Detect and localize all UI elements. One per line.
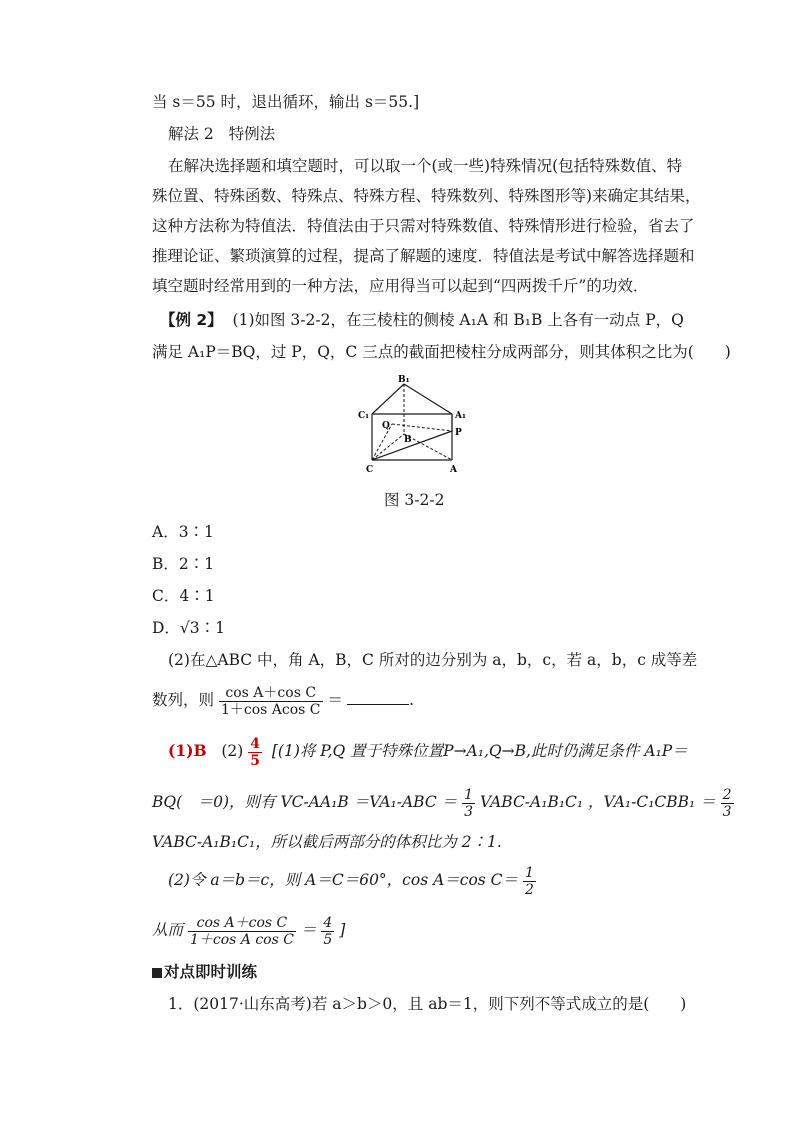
example-tag: 【例 2】 (160, 311, 223, 329)
training-heading-text: 对点即时训练 (164, 963, 258, 981)
intro-line: 殊位置、特殊函数、特殊点、特殊方程、特殊数列、特殊图形等)来确定其结果， (152, 187, 701, 205)
intro-line: 推理论证、繁琐演算的过程，提高了解题的速度．特值法是考试中解答选择题和 (152, 247, 695, 265)
method-heading (168, 124, 275, 144)
method-label: 解法 2 (168, 125, 214, 143)
solution-line5-mid: ＝ (300, 921, 317, 939)
solution-line2 (152, 784, 734, 820)
solution-line5-prefix: 从而 (152, 921, 184, 939)
solution-line2-a: BQ( ＝0)，则有 VC-AA₁B ＝VA₁-ABC ＝ (152, 793, 458, 811)
answer-blank (347, 692, 409, 705)
solution-line2-b: VABC-A₁B₁C₁ ，VA₁-C₁CBB₁ ＝ (479, 793, 716, 811)
option-b: B．2∶1 (152, 555, 215, 573)
solution-line4-text: (2)令 a＝b＝c，则 A＝C＝60°，cos A＝cos C＝ (168, 871, 519, 889)
solution-fraction-2-num: 2 (722, 786, 732, 803)
solution-fraction-5-num: 4 (323, 914, 333, 931)
solution-fraction-3-num: 1 (524, 864, 534, 881)
label-c: C (366, 465, 374, 475)
solution-fraction-5 (321, 915, 334, 948)
intro-line: 在解决选择题和填空题时，可以取一个(或一些)特殊情况(包括特殊数值、特 (168, 157, 683, 175)
label-p: P (455, 428, 462, 438)
square-bullet-icon (152, 968, 162, 978)
q2-prefix: 数列，则 (152, 691, 215, 709)
solution-line5-end: ] (339, 921, 346, 939)
solution-fraction-1-num: 1 (464, 786, 473, 803)
solution-line4 (168, 862, 536, 898)
q2-fraction-num: cos A＋cos C (219, 685, 323, 702)
option-c: C．4∶1 (152, 587, 215, 605)
label-q: Q (382, 421, 390, 431)
example-q2-line2: 数列，则 $\frac{\text{cos A＋cos C}}{\text{1＋cos Acos C}}$ ＝ . (152, 684, 414, 718)
q2-fraction (219, 685, 323, 718)
solution-fraction-5-den: 5 (323, 931, 333, 948)
answer-2-den: 5 (250, 752, 260, 769)
label-b1: B₁ (398, 375, 410, 385)
solution-fraction-4 (188, 915, 296, 948)
example-q1-line2: 满足 A₁P＝BQ，过 P，Q，C 三点的截面把棱柱分成两部分，则其体积之比为( ) (152, 343, 731, 361)
answer-1: (1)B (168, 741, 207, 760)
solution-fraction-2 (721, 787, 734, 820)
label-a1: A₁ (455, 411, 466, 421)
solution-fraction-3-den: 2 (524, 881, 534, 898)
intro-line: 这种方法称为特值法．特值法由于只需对特殊数值、特殊情形进行检验，省去了 (152, 217, 695, 235)
q2-suffix: ＝ (327, 691, 343, 709)
q2-fraction-den: 1＋cos Acos C (220, 701, 321, 718)
solution-fraction-4-num: cos A＋cos C (188, 915, 296, 932)
training-q1: 1．(2017·山东高考)若 a＞b＞0，且 ab＝1，则下列不等式成立的是( ) (168, 995, 687, 1013)
solution-fraction-1 (462, 787, 475, 820)
option-d: D．√3∶1 (152, 619, 226, 637)
option-a: A．3∶1 (152, 523, 214, 541)
loop-exit-line: 当 s＝55 时，退出循环，输出 s＝55.] (152, 93, 420, 111)
example-q1-text: (1)如图 3-2-2，在三棱柱的侧棱 A₁A 和 B₁B 上各有一动点 P，Q (232, 311, 684, 329)
figure-caption: 图 3-2-2 (384, 491, 445, 509)
method-title: 特例法 (228, 125, 276, 143)
example-q2-line1: (2)在△ABC 中，角 A，B，C 所对的边分别为 a，b，c，若 a，b，c 成等差 (168, 651, 698, 669)
prism-figure (352, 374, 476, 484)
answer-2-fraction (248, 736, 262, 769)
answer-2-prefix: (2) (221, 742, 244, 760)
solution-fraction-4-den: 1＋cos A cos C (189, 931, 294, 948)
intro-line: 填空题时经常用到的一种方法，应用得当可以起到“四两拨千斤”的功效． (152, 277, 649, 295)
solution-line5 (152, 912, 345, 948)
solution-line3: VABC-A₁B₁C₁，所以截后两部分的体积比为 2∶1. (152, 833, 502, 851)
label-c1: C₁ (358, 411, 370, 421)
label-a: A (450, 465, 457, 475)
solution-fraction-3 (523, 865, 536, 898)
answer-line1 (168, 733, 688, 769)
solution-line1: [(1)将 P,Q 置于特殊位置P→A₁,Q→B,此时仍满足条件 A₁P＝ (271, 742, 688, 760)
solution-fraction-1-den: 3 (464, 803, 473, 820)
label-b: B (404, 435, 412, 445)
training-heading (152, 962, 257, 982)
example-q1-line1 (160, 310, 684, 330)
answer-2-num: 4 (250, 735, 260, 752)
solution-fraction-2-den: 3 (722, 803, 732, 820)
